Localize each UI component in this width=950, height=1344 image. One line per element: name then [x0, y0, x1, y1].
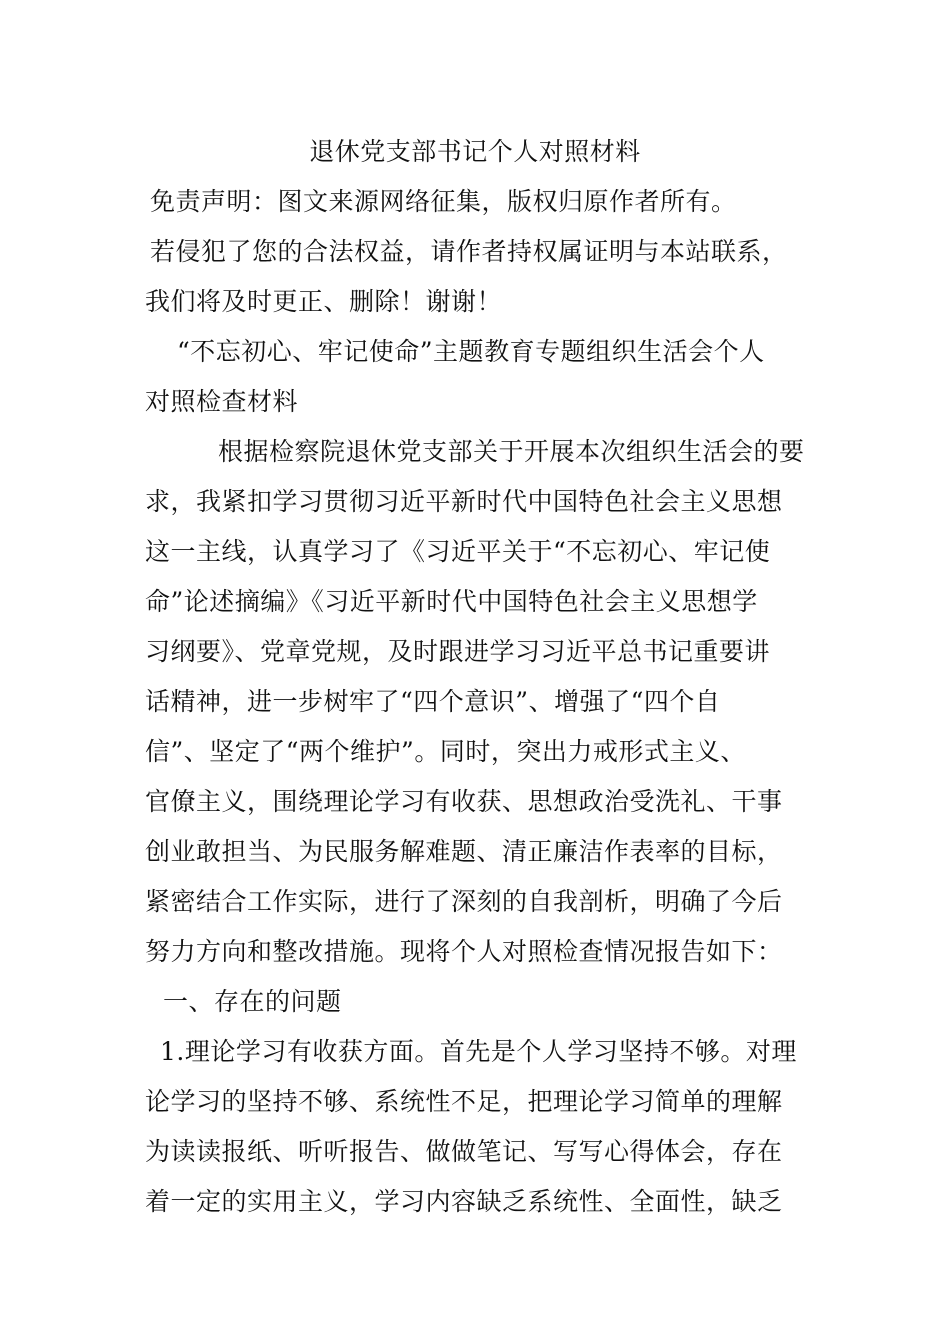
section-paragraph-line: 论学习的坚持不够、系统性不足，把理论学习简单的理解: [145, 1087, 783, 1116]
section-paragraph-line: 为读读报纸、听听报告、做做笔记、写写心得体会，存在: [145, 1137, 783, 1166]
intro-paragraph-line: 命”论述摘编》《习近平新时代中国特色社会主义思想学: [145, 587, 758, 616]
document-title: 退休党支部书记个人对照材料: [309, 137, 641, 166]
intro-paragraph-line: 这一主线，认真学习了《习近平关于“不忘初心、牢记使: [145, 537, 771, 566]
intro-paragraph-line: 根据检察院退休党支部关于开展本次组织生活会的要: [218, 437, 805, 466]
intro-paragraph-line: 求，我紧扣学习贯彻习近平新时代中国特色社会主义思想: [145, 487, 783, 516]
intro-paragraph-line: 紧密结合工作实际，进行了深刻的自我剖析，明确了今后: [145, 887, 783, 916]
section-heading: 一、存在的问题: [163, 987, 342, 1016]
disclaimer-line: 若侵犯了您的合法权益，请作者持权属证明与本站联系，: [150, 237, 788, 266]
intro-paragraph-line: 创业敢担当、为民服务解难题、清正廉洁作表率的目标，: [145, 837, 783, 866]
intro-paragraph-line: 习纲要》、党章党规，及时跟进学习习近平总书记重要讲: [145, 637, 771, 666]
disclaimer-line: 我们将及时更正、删除！谢谢！: [145, 287, 503, 316]
section-paragraph-line: 1.理论学习有收获方面。首先是个人学习坚持不够。对理: [160, 1037, 797, 1066]
section-paragraph-line: 着一定的实用主义，学习内容缺乏系统性、全面性，缺乏: [145, 1187, 783, 1216]
intro-paragraph-line: 信”、坚定了“两个维护”。同时，突出力戒形式主义、: [145, 737, 746, 766]
subtitle-line: “不忘初心、牢记使命”主题教育专题组织生活会个人: [177, 337, 765, 366]
intro-paragraph-line: 官僚主义，围绕理论学习有收获、思想政治受洗礼、干事: [145, 787, 783, 816]
disclaimer-line: 免责声明：图文来源网络征集，版权归原作者所有。: [150, 187, 737, 216]
intro-paragraph-line: 努力方向和整改措施。现将个人对照检查情况报告如下：: [145, 937, 783, 966]
intro-paragraph-line: 话精神，进一步树牢了“四个意识”、增强了“四个自: [145, 687, 721, 716]
subtitle-line: 对照检查材料: [145, 387, 299, 416]
